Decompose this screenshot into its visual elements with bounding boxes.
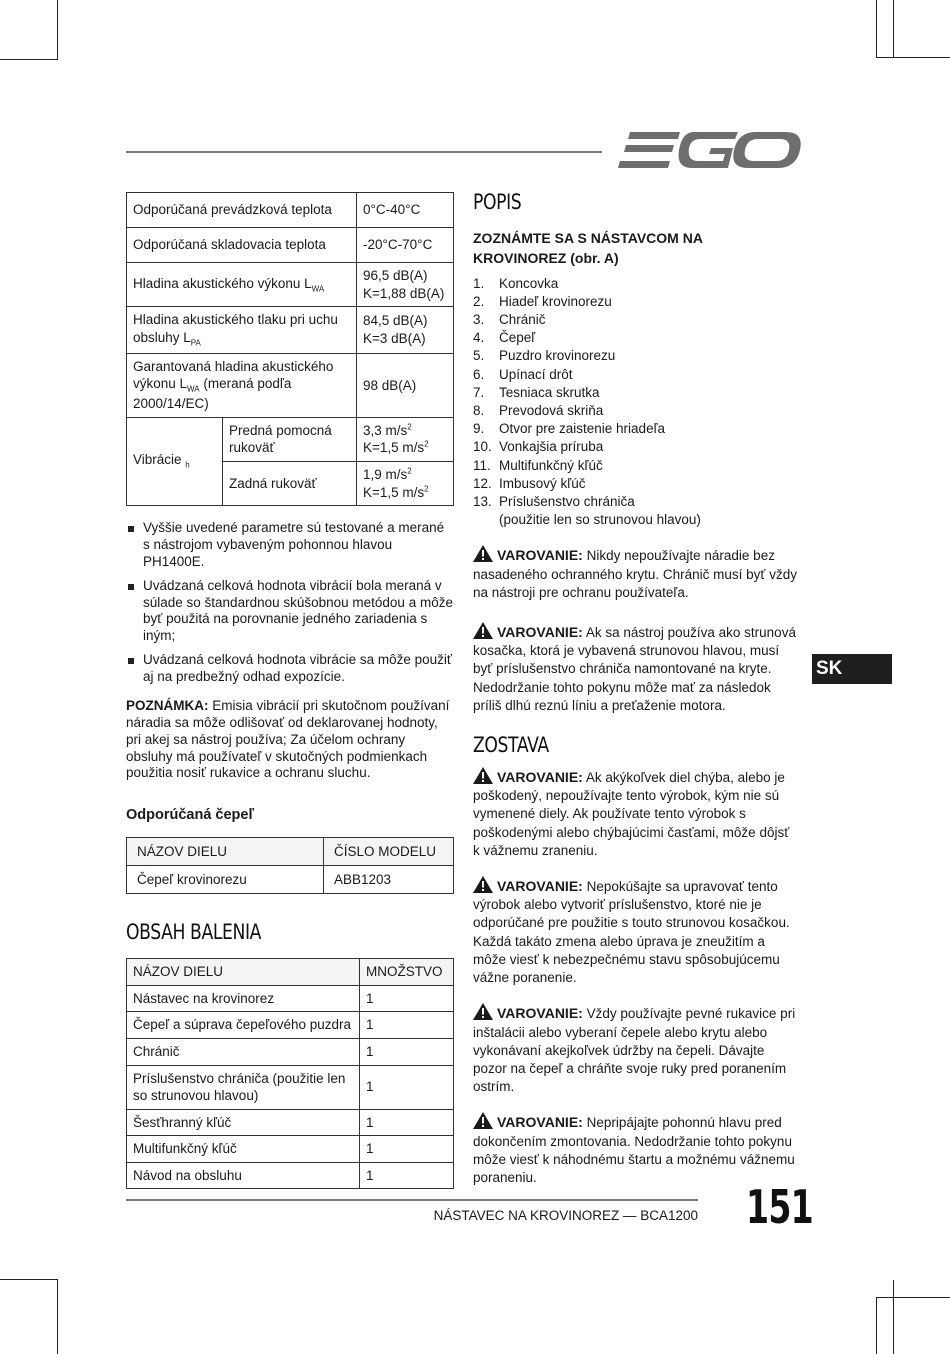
part-name: Návod na obsluhu (127, 1162, 360, 1189)
list-item: Uvádzaná celková hodnota vibrácií bola meraná v súlade so štandardnou skúšobnou metódou a môže byť použitá na porovnanie jedného zariadenia s iným; (126, 578, 454, 646)
crop-mark (57, 1279, 58, 1354)
table-row (127, 1038, 454, 1065)
list-item: 3. Chránič (473, 312, 546, 327)
page-number: 151 (746, 1180, 813, 1234)
footer-title: NÁSTAVEC NA KROVINOREZ — BCA1200 (433, 1208, 698, 1223)
part-name: Čepeľ a súprava čepeľového puzdra (127, 1012, 360, 1039)
list-item: 11. Multifunkčný kľúč (473, 457, 603, 473)
part-name: Šesťhranný kľúč (127, 1109, 360, 1136)
table-row (127, 1065, 454, 1109)
language-tab: SK (812, 654, 892, 684)
table-row (127, 1109, 454, 1136)
quantity: 1 (360, 1012, 454, 1039)
quantity: 1 (360, 985, 454, 1012)
crop-mark (893, 0, 894, 57)
table-row (127, 307, 454, 354)
table-row (127, 228, 454, 263)
table-row (127, 353, 454, 417)
table-row (127, 1136, 454, 1163)
table-header-row (127, 838, 454, 866)
list-item: 4. Čepeľ (473, 330, 536, 346)
quantity: 1 (360, 1162, 454, 1189)
spec-label: Odporúčaná prevádzková teplota (127, 193, 357, 228)
crop-mark (893, 1280, 894, 1354)
crop-mark (0, 59, 57, 60)
crop-mark (57, 0, 58, 60)
part-name: Čepeľ krovinorezu (127, 866, 324, 894)
warning-triangle-icon (473, 876, 493, 893)
list-item: 1. Koncovka (473, 275, 559, 291)
popis-subheading: ZOZNÁMTE SA S NÁSTAVCOM NA KROVINOREZ (obr. A) (473, 230, 703, 267)
spec-table (126, 192, 454, 506)
crop-mark (876, 1297, 877, 1354)
warning-triangle-icon (473, 1112, 493, 1129)
warning-paragraph: VAROVANIE: Nikdy nepoužívajte náradie bez nasadeného ochranného krytu. Chránič musí byť vždy na nástroji pre ochranu používateľa. (473, 547, 797, 600)
vibration-label: Vibrácie $_h$ (127, 417, 223, 505)
column-header: NÁZOV DIELU (127, 838, 324, 866)
spec-value: 96,5 dB(A) K=1,88 dB(A) (357, 263, 454, 307)
warning-paragraph: VAROVANIE: Ak sa nástroj používa ako strunová kosačka, ktorá je vybavená strunovou hlavou, musí byť príslušenstvo chrániča namontované na kryte. Nedodržanie tohto pokynu môže mať za následok príliš dlhú reznú líniu a preťaženie motora. (473, 624, 796, 713)
spec-value: 1,9 $m/s^2$ K=1,5 $m/s^2$ (357, 461, 454, 505)
list-item: 7. Tesniaca skrutka (473, 384, 600, 400)
quantity: 1 (360, 1109, 454, 1136)
spec-value: 84,5 dB(A) K=3 dB(A) (357, 307, 454, 354)
package-table (126, 958, 454, 1189)
warning-triangle-icon (473, 622, 493, 639)
warning-paragraph: VAROVANIE: Ak akýkoľvek diel chýba, alebo je poškodený, nepoužívajte tento výrobok, kým nie sú vymenené diely. Ak používate tento výrobok s poškodenými alebo chýbajúcimi časťami, môže dôjsť k vážnemu zraneniu. (473, 769, 790, 858)
list-item: 10. Vonkajšia príruba (473, 439, 604, 455)
spec-value: 98 dB(A) (357, 353, 454, 417)
parts-list (473, 275, 799, 530)
left-column (126, 192, 454, 1189)
ego-logo (616, 128, 802, 172)
table-row (127, 1162, 454, 1189)
bullet-list (126, 520, 454, 686)
package-heading: OBSAH BALENIA (126, 920, 262, 945)
warning-triangle-icon (473, 767, 493, 784)
spec-label: Predná pomocná rukoväť (223, 417, 357, 461)
table-header-row (127, 959, 454, 986)
spec-label: Hladina akustického tlaku pri uchu obsluhy $L_{PA}$ (127, 307, 357, 354)
table-row (127, 985, 454, 1012)
header-rule (126, 151, 602, 153)
part-name: Príslušenstvo chrániča (použitie len so strunovou hlavou) (127, 1065, 360, 1109)
list-item: 13. Príslušenstvo chrániča (použitie len so strunovou hlavou) (473, 494, 701, 528)
note-paragraph: POZNÁMKA: Emisia vibrácií pri skutočnom používaní náradia sa môže odlišovať od deklarovanej hodnoty, pri akej sa nástroj používa; Za účelom ochrany obsluhy má používateľ v skutočných podmienkach použitia nosiť rukavice a ochranu sluchu. (126, 697, 450, 781)
footer-rule (126, 1199, 698, 1201)
list-item: 12. Imbusový kľúč (473, 475, 586, 491)
spec-label: Hladina akustického výkonu $L_{WA}$ (127, 263, 357, 307)
table-row (127, 1012, 454, 1039)
quantity: 1 (360, 1065, 454, 1109)
list-item: Uvádzaná celková hodnota vibrácie sa môže použiť aj na predbežný odhad expozície. (126, 652, 454, 686)
quantity: 1 (360, 1038, 454, 1065)
list-item: 5. Puzdro krovinorezu (473, 348, 616, 364)
column-header: NÁZOV DIELU (127, 959, 360, 986)
crop-mark (876, 1297, 950, 1298)
column-header: ČÍSLO MODELU (324, 838, 454, 866)
spec-value: 0°C-40°C (357, 193, 454, 228)
zostava-heading: ZOSTAVA (473, 733, 549, 758)
list-item: 9. Otvor pre zaistenie hriadeľa (473, 421, 666, 437)
crop-mark (876, 0, 877, 57)
model-number: ABB1203 (324, 866, 454, 894)
table-row (127, 417, 454, 461)
list-item: 2. Hiadeľ krovinorezu (473, 293, 612, 309)
table-row (127, 263, 454, 307)
list-item: Vyššie uvedené parametre sú testované a merané s nástrojom vybaveným pohonnou hlavou PH1400E. (126, 520, 454, 571)
right-column (473, 190, 799, 1187)
spec-label: Garantovaná hladina akustického výkonu $L_{WA}$ (meraná podľa 2000/14/EC) (127, 353, 357, 417)
list-item: 8. Prevodová skriňa (473, 403, 604, 419)
spec-label: Odporúčaná skladovacia teplota (127, 228, 357, 263)
quantity: 1 (360, 1136, 454, 1163)
spec-value: 3,3 $m/s^2$ K=1,5 $m/s^2$ (357, 417, 454, 461)
warning-triangle-icon (473, 545, 493, 562)
table-row (127, 866, 454, 894)
popis-heading: POPIS (473, 190, 522, 214)
spec-value: -20°C-70°C (357, 228, 454, 263)
warning-paragraph: VAROVANIE: Nepripájajte pohonnú hlavu pred dokončením zmontovania. Nedodržanie tohto pokynu môže viesť k náhodnému štartu a možnému vážnemu poraneniu. (473, 1114, 795, 1185)
blade-table (126, 837, 454, 894)
part-name: Nástavec na krovinorez (127, 985, 360, 1012)
blade-heading: Odporúčaná čepeľ (126, 807, 255, 824)
table-row (127, 193, 454, 228)
warning-triangle-icon (473, 1003, 493, 1020)
column-header: MNOŽSTVO (360, 959, 454, 986)
spec-label: Zadná rukoväť (223, 461, 357, 505)
list-item: 6. Upínací drôt (473, 366, 573, 382)
part-name: Multifunkčný kľúč (127, 1136, 360, 1163)
crop-mark (876, 57, 950, 58)
part-name: Chránič (127, 1038, 360, 1065)
crop-mark (0, 1279, 57, 1280)
warning-paragraph: VAROVANIE: Vždy používajte pevné rukavice pri inštalácii alebo vyberaní čepele alebo krytu alebo vykonávaní akejkoľvek údržby na čepeli. Dávajte pozor na čepeľ a chráňte svoje ruky pred poranením ostrím. (473, 1005, 796, 1095)
warning-paragraph: VAROVANIE: Nepokúšajte sa upravovať tento výrobok alebo vytvoriť príslušenstvo, ktoré nie je odporúčané pre použitie s touto strunovou kosačkou. Každá takáto zmena alebo úprava je zneužitím a môže viesť k nebezpečnému stavu spôsobujúcemu vážne poranenie. (473, 878, 790, 986)
